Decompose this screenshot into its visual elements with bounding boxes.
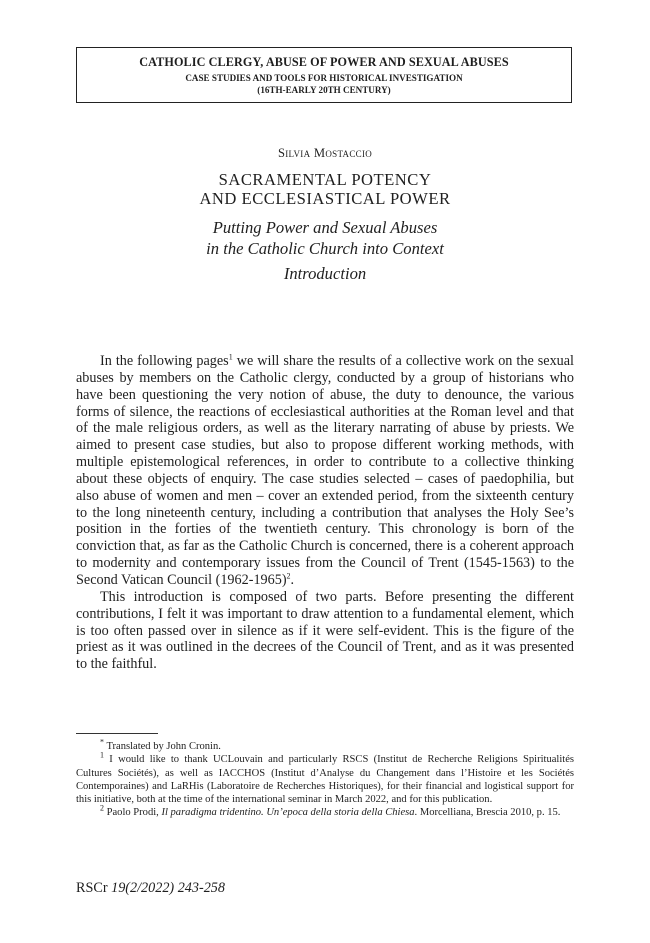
article-title-line1: SACRAMENTAL POTENCY [218, 170, 432, 189]
footnote-text: Paolo Prodi, [104, 807, 162, 819]
series-title: CATHOLIC CLERGY, ABUSE OF POWER AND SEXUAL ABUSES [139, 55, 509, 69]
journal-citation [76, 880, 225, 897]
section-heading: Introduction [283, 264, 367, 283]
footnote-text: I would like to thank UCLouvain and particularly RSCS (Institut de Recherche Religions Spiritualités Cultures Sociétés), as well as IACCHOS (Institut d’Analyse du Changement dans l’Histoire et les Sociétés Contemporaines) and LaRHis (Laboratoire de Recherches Historiques), for their financial and logistical support for this initiative, both at the time of the international seminar in March 2022, and for this publication. [76, 754, 574, 806]
article-subtitle-line2: in the Catholic Church into Context [206, 239, 444, 258]
footnote-text: . Morcelliana, Brescia 2010, p. 15. [414, 807, 561, 819]
article-title-line2: AND ECCLESIASTICAL POWER [199, 189, 451, 208]
footnote-ref-2: 2 [286, 571, 291, 581]
series-subtitle [77, 72, 571, 96]
footnote-mark: 2 [100, 803, 104, 813]
series-header-box [76, 47, 572, 103]
footnote-mark: 1 [100, 750, 104, 760]
body-paragraph-1 [76, 353, 574, 589]
article-subtitle-line1: Putting Power and Sexual Abuses [212, 218, 438, 237]
body-text-span: . [290, 571, 295, 588]
body-paragraph-2: This introduction is composed of two parts. Before presenting the different contributions, I felt it was important to draw attention to a fundamental element, which is too often passed over in silence as if it were self-evident. This is the figure of the priest as it was outlined in the decrees of the Council of Trent, and as it was presented to the faithful. [76, 588, 574, 673]
footnote-ref-1: 1 [228, 352, 233, 362]
footnote-1 [76, 750, 574, 806]
journal-name: RSCr [76, 880, 108, 896]
article-title [0, 170, 650, 208]
footnote-book-title: Il paradigma tridentino. Un’epoca della storia della Chiesa [161, 807, 415, 819]
series-subtitle-line2: (16TH-EARLY 20TH CENTURY) [257, 85, 391, 95]
footnote-2 [76, 803, 574, 819]
footnote-divider [76, 733, 158, 734]
journal-volume-pages: 19(2/2022) 243-258 [111, 880, 225, 896]
article-subtitle [0, 217, 650, 259]
article-author: Silvia Mostaccio [277, 146, 373, 160]
body-text [76, 353, 574, 673]
footnote-text: Translated by John Cronin. [104, 741, 221, 752]
body-text-span: In the following pages [100, 353, 229, 369]
footnote-mark: * [100, 737, 104, 747]
series-subtitle-line1: CASE STUDIES AND TOOLS FOR HISTORICAL INVESTIGATION [185, 73, 463, 83]
footnote-star [76, 737, 574, 753]
body-text-span: we will share the results of a collective work on the sexual abuses by members on the Catholic clergy, conducted by a group of historians who have been questioning the very notion of abuse, the duty to denounce, the various forms of silence, the reactions of ecclesiastical authorities at the Roman level and that of the male religious orders, as well as the literary narrating of abuse by priests. We aimed to present case studies, but also to propose different working methods, with multiple epistemological references, in order to contribute to a collective thinking about these objects of enquiry. The case studies selected – cases of paedophilia, but also abuse of women and men – cover an extended period, from the sixteenth century to the long nineteenth century, including a contribution that analyses the Holy See’s position in the forties of the twentieth century. This chronology is born of the conviction that, as far as the Catholic Church is concerned, there is a coherent approach to modernity and contemporary issues from the Council of Trent (1545-1563) to the Second Vatican Council (1962-1965) [76, 353, 575, 588]
footnotes [76, 737, 574, 820]
